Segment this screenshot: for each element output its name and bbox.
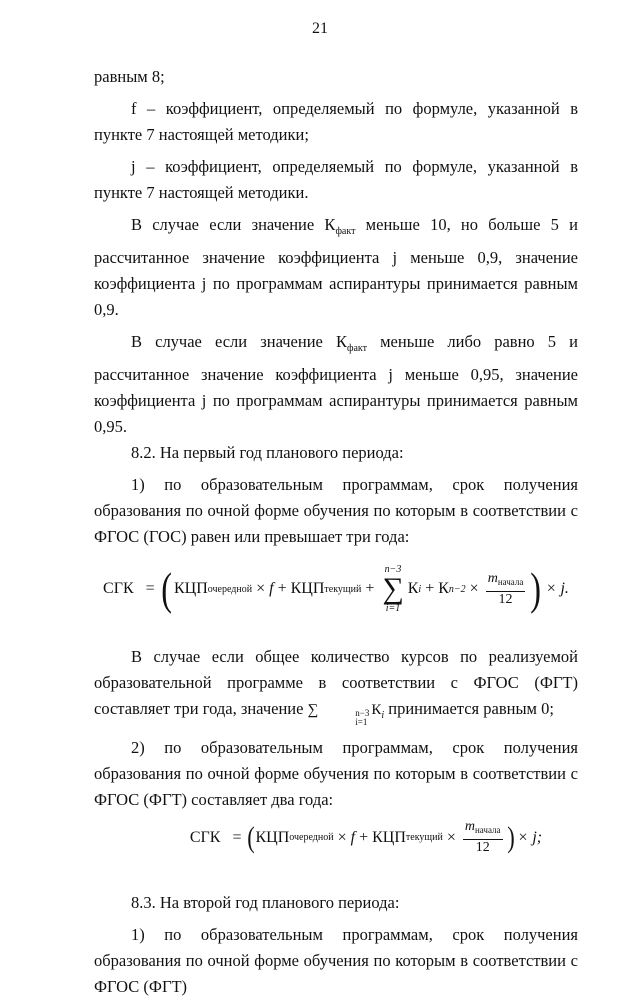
paragraph-item-1: 1) по образовательным программам, срок получения образования по очной форме обучения по которым в соответствии с ФГОС (ГОС) равен или превышает три года: (94, 475, 578, 546)
paragraph-f-definition: f – коэффициент, определяемый по формуле, указанной в пункте 7 настоящей методики; (94, 99, 578, 144)
fraction-m-over-12: $\frac{m_{начала}}{12}$ (464, 819, 501, 855)
fraction-m-over-12: $\frac{m_{начала}}{12}$ (487, 570, 524, 607)
paragraph-item-1-second-year: 1) по образовательным программам, срок получения образования по очной форме обучения по которым в соответствии с ФГОС (ФГТ) (94, 925, 578, 996)
document-body (94, 64, 578, 1000)
left-paren: ( (246, 820, 255, 854)
paragraph-j-definition: j – коэффициент, определяемый по формуле, указанной в пункте 7 настоящей методики. (94, 157, 578, 202)
right-paren: ) (506, 820, 515, 854)
paragraph-item-2: 2) по образовательным программам, срок получения образования по очной форме обучения по которым в соответствии с ФГОС (ФГТ) составляет два года: (94, 738, 578, 809)
right-paren: ) (530, 563, 542, 614)
inline-summation: ∑ n−3 i=1 $К_i$ (307, 702, 385, 727)
paragraph-continuation: равным 8; (94, 67, 165, 86)
section-8-3-heading: 8.3. На второй год планового периода: (131, 893, 400, 912)
summation: n−3 ∑ i=1 (382, 564, 404, 614)
paragraph-kfact-rule-1: В случае если значение $К_{факт}$ меньше 10, но больше 5 и рассчитанное значение коэффициента j меньше 0,9, значение коэффициента j по программам аспирантуры принимается равным 0,9. (94, 215, 578, 319)
paragraph-three-year-note: В случае если общее количество курсов по реализуемой образовательной программе в соответствии с ФГОС (ФГТ) составляет три года, значение ∑ n−3 i=1 $К_i$ принимается равным 0; (94, 647, 578, 727)
formula-sgk-three-year: СГК = ( КЦП очередной × f + КЦП текущий + n−3 ∑ i=1 К i + К n−2 × $\frac{m_{начала}}{12}$ ) × j. (103, 563, 569, 614)
page-number: 21 (312, 20, 328, 37)
paragraph-kfact-rule-2: В случае если значение $К_{факт}$ меньше либо равно 5 и рассчитанное значение коэффициента j меньше 0,95, значение коэффициента j по программам аспирантуры принимается равным 0,95. (94, 332, 578, 436)
left-paren: ( (160, 563, 172, 614)
section-8-2-heading: 8.2. На первый год планового периода: (131, 443, 404, 462)
formula-sgk-two-year: СГК = ( КЦП очередной × f + КЦП текущий × $\frac{m_{начала}}{12}$ ) × j; (189, 819, 543, 855)
